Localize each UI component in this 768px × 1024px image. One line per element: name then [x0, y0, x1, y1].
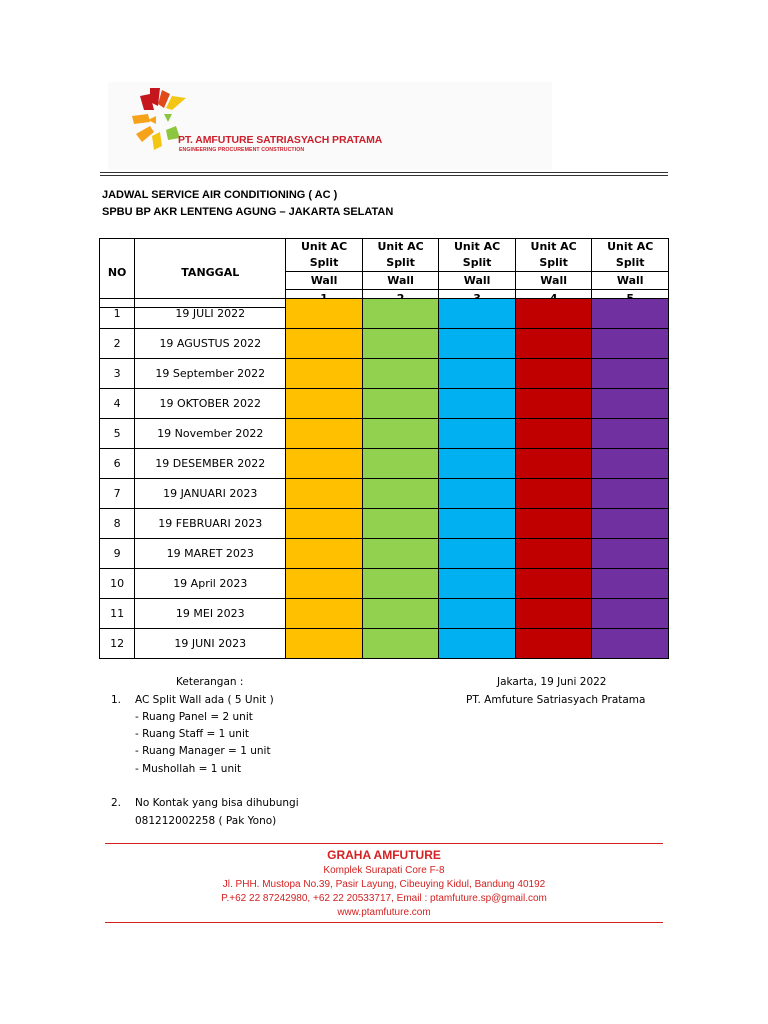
unit-1-service-cell [286, 509, 363, 539]
column-header-no: NO [100, 239, 135, 308]
unit-5-service-cell [592, 509, 669, 539]
unit-4-service-cell [515, 449, 592, 479]
row-number: 8 [100, 509, 135, 539]
service-date: 19 FEBRUARI 2023 [135, 509, 286, 539]
unit-1-service-cell [286, 359, 363, 389]
column-header-unit-label: Unit AC Split [592, 239, 669, 272]
table-row [100, 329, 669, 359]
unit-3-service-cell [439, 569, 516, 599]
table-row [100, 569, 669, 599]
footer-website: www.ptamfuture.com [337, 907, 431, 918]
unit-5-service-cell [592, 629, 669, 659]
unit-3-service-cell [439, 329, 516, 359]
unit-5-service-cell [592, 479, 669, 509]
unit-4-service-cell [515, 599, 592, 629]
contact-number: 081212002258 ( Pak Yono) [135, 815, 277, 827]
column-header-unit-type: Wall [592, 272, 669, 290]
column-header-date: TANGGAL [135, 239, 286, 308]
unit-5-service-cell [592, 539, 669, 569]
service-date: 19 September 2022 [135, 359, 286, 389]
notes-title: Keterangan : [176, 676, 244, 688]
unit-5-service-cell [592, 599, 669, 629]
unit-3-service-cell [439, 359, 516, 389]
table-row [100, 509, 669, 539]
note-2-text: No Kontak yang bisa dihubungi [135, 797, 299, 809]
table-row [100, 359, 669, 389]
unit-1-service-cell [286, 629, 363, 659]
unit-4-service-cell [515, 629, 592, 659]
table-row [100, 389, 669, 419]
column-header-unit-label: Unit AC Split [286, 239, 363, 272]
unit-4-service-cell [515, 389, 592, 419]
unit-2-service-cell [362, 629, 439, 659]
note-1-detail: - Ruang Staff = 1 unit [135, 728, 249, 740]
unit-4-service-cell [515, 539, 592, 569]
unit-2-service-cell [362, 329, 439, 359]
service-date: 19 OKTOBER 2022 [135, 389, 286, 419]
note-2-number: 2. [111, 797, 122, 809]
unit-3-service-cell [439, 299, 516, 329]
table-row [100, 299, 669, 329]
row-number: 4 [100, 389, 135, 419]
service-date: 19 JUNI 2023 [135, 629, 286, 659]
unit-1-service-cell [286, 599, 363, 629]
row-number: 9 [100, 539, 135, 569]
unit-1-service-cell [286, 449, 363, 479]
unit-5-service-cell [592, 359, 669, 389]
unit-1-service-cell [286, 419, 363, 449]
unit-2-service-cell [362, 299, 439, 329]
unit-5-service-cell [592, 449, 669, 479]
table-row [100, 539, 669, 569]
document-subtitle: SPBU BP AKR LENTENG AGUNG – JAKARTA SELATAN [102, 206, 394, 218]
service-date: 19 MEI 2023 [135, 599, 286, 629]
unit-3-service-cell [439, 599, 516, 629]
row-number: 1 [100, 299, 135, 329]
unit-4-service-cell [515, 359, 592, 389]
unit-4-service-cell [515, 569, 592, 599]
unit-5-service-cell [592, 299, 669, 329]
note-1-detail: - Ruang Manager = 1 unit [135, 745, 271, 757]
signature-company: PT. Amfuture Satriasyach Pratama [466, 694, 646, 706]
unit-3-service-cell [439, 629, 516, 659]
footer-address-line: Jl. PHH. Mustopa No.39, Pasir Layung, Cibeuying Kidul, Bandung 40192 [222, 879, 546, 890]
service-date: 19 JANUARI 2023 [135, 479, 286, 509]
note-1-detail: - Mushollah = 1 unit [135, 763, 242, 775]
table-row [100, 419, 669, 449]
document-title: JADWAL SERVICE AIR CONDITIONING ( AC ) [102, 189, 338, 201]
column-header-unit-label: Unit AC Split [515, 239, 592, 272]
column-header-unit-label: Unit AC Split [362, 239, 439, 272]
note-1-detail: - Ruang Panel = 2 unit [135, 711, 253, 723]
unit-1-service-cell [286, 329, 363, 359]
footer-top-divider [105, 843, 663, 844]
unit-4-service-cell [515, 299, 592, 329]
service-date: 19 MARET 2023 [135, 539, 286, 569]
unit-2-service-cell [362, 599, 439, 629]
unit-1-service-cell [286, 569, 363, 599]
row-number: 12 [100, 629, 135, 659]
row-number: 2 [100, 329, 135, 359]
company-name: PT. AMFUTURE SATRIASYACH PRATAMA [178, 134, 383, 146]
unit-2-service-cell [362, 479, 439, 509]
unit-3-service-cell [439, 449, 516, 479]
unit-3-service-cell [439, 479, 516, 509]
service-date: 19 April 2023 [135, 569, 286, 599]
column-header-unit-type: Wall [515, 272, 592, 290]
unit-5-service-cell [592, 419, 669, 449]
table-row [100, 629, 669, 659]
header-divider [100, 172, 668, 176]
unit-2-service-cell [362, 539, 439, 569]
column-header-unit-label: Unit AC Split [439, 239, 516, 272]
unit-4-service-cell [515, 479, 592, 509]
column-header-unit-type: Wall [439, 272, 516, 290]
company-tagline: ENGINEERING PROCUREMENT CONSTRUCTION [179, 147, 305, 153]
unit-4-service-cell [515, 329, 592, 359]
unit-2-service-cell [362, 389, 439, 419]
unit-1-service-cell [286, 479, 363, 509]
unit-1-service-cell [286, 389, 363, 419]
unit-4-service-cell [515, 419, 592, 449]
row-number: 10 [100, 569, 135, 599]
unit-1-service-cell [286, 299, 363, 329]
unit-3-service-cell [439, 509, 516, 539]
footer-bottom-divider [105, 922, 663, 923]
service-date: 19 AGUSTUS 2022 [135, 329, 286, 359]
row-number: 3 [100, 359, 135, 389]
unit-4-service-cell [515, 509, 592, 539]
row-number: 5 [100, 419, 135, 449]
table-row [100, 599, 669, 629]
table-row [100, 449, 669, 479]
service-date: 19 November 2022 [135, 419, 286, 449]
note-1-text: AC Split Wall ada ( 5 Unit ) [135, 694, 274, 706]
row-number: 11 [100, 599, 135, 629]
column-header-unit-type: Wall [362, 272, 439, 290]
unit-3-service-cell [439, 539, 516, 569]
column-header-unit-type: Wall [286, 272, 363, 290]
footer-title: GRAHA AMFUTURE [327, 848, 441, 862]
unit-3-service-cell [439, 419, 516, 449]
unit-2-service-cell [362, 449, 439, 479]
footer-contact-line: P.+62 22 87242980, +62 22 20533717, Email : ptamfuture.sp@gmail.com [221, 893, 547, 904]
note-1-number: 1. [111, 694, 122, 706]
unit-2-service-cell [362, 359, 439, 389]
row-number: 7 [100, 479, 135, 509]
row-number: 6 [100, 449, 135, 479]
schedule-table-body [99, 298, 669, 659]
unit-5-service-cell [592, 569, 669, 599]
unit-5-service-cell [592, 389, 669, 419]
table-row [100, 479, 669, 509]
service-date: 19 DESEMBER 2022 [135, 449, 286, 479]
unit-2-service-cell [362, 509, 439, 539]
service-date: 19 JULI 2022 [135, 299, 286, 329]
unit-1-service-cell [286, 539, 363, 569]
unit-5-service-cell [592, 329, 669, 359]
footer-address-line: Komplek Surapati Core F-8 [323, 865, 445, 876]
unit-3-service-cell [439, 389, 516, 419]
unit-2-service-cell [362, 419, 439, 449]
unit-2-service-cell [362, 569, 439, 599]
signature-place-date: Jakarta, 19 Juni 2022 [497, 676, 607, 688]
